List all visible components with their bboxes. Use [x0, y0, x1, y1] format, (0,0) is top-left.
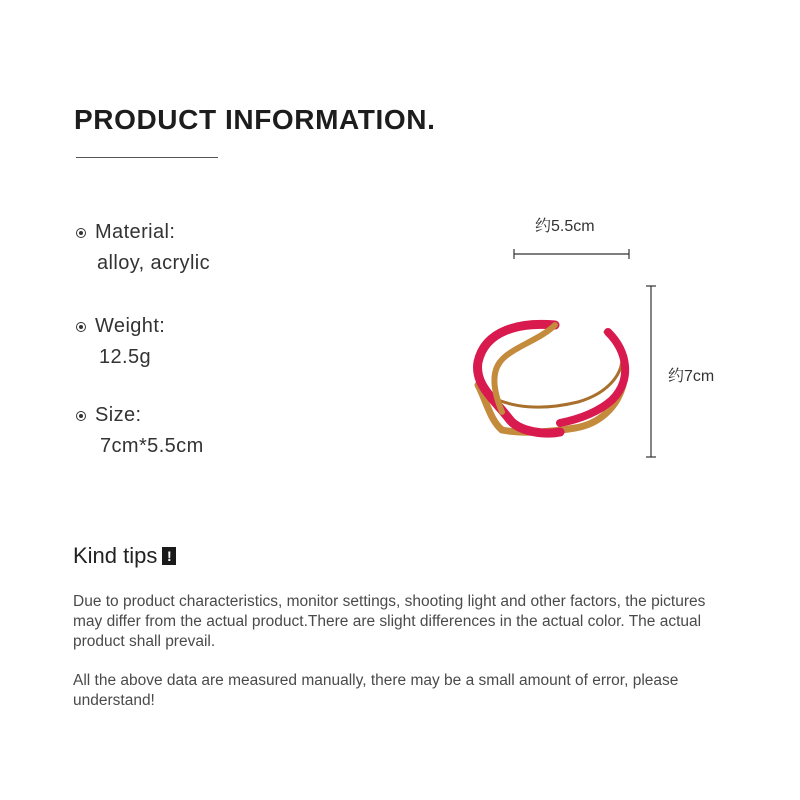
height-dimension-label: 约7cm — [668, 368, 715, 385]
spec-label: Weight: — [95, 315, 166, 337]
bracelet-image — [478, 324, 626, 433]
exclamation-icon: ! — [162, 547, 176, 565]
disclaimer-paragraph: Due to product characteristics, monitor settings, shooting light and other factors, the pictures may differ from the actual product.There are slight differences in the actual color. The actual product shall prevail. — [73, 593, 706, 650]
height-dimension-line — [646, 286, 656, 457]
spec-value: 7cm*5.5cm — [100, 435, 204, 457]
kind-tips-heading — [73, 543, 176, 569]
measurement-note: All the above data are measured manually, there may be a small amount of error, please understand! — [73, 672, 679, 709]
page-title: PRODUCT INFORMATION. — [74, 104, 436, 135]
kind-tips-title: Kind tips — [73, 543, 158, 568]
width-dimension-line — [514, 249, 629, 259]
spec-label: Material: — [95, 221, 176, 243]
spec-value: alloy, acrylic — [97, 252, 211, 274]
spec-value: 12.5g — [99, 346, 152, 368]
width-dimension-label: 约5.5cm — [535, 218, 595, 235]
spec-label: Size: — [95, 404, 142, 426]
